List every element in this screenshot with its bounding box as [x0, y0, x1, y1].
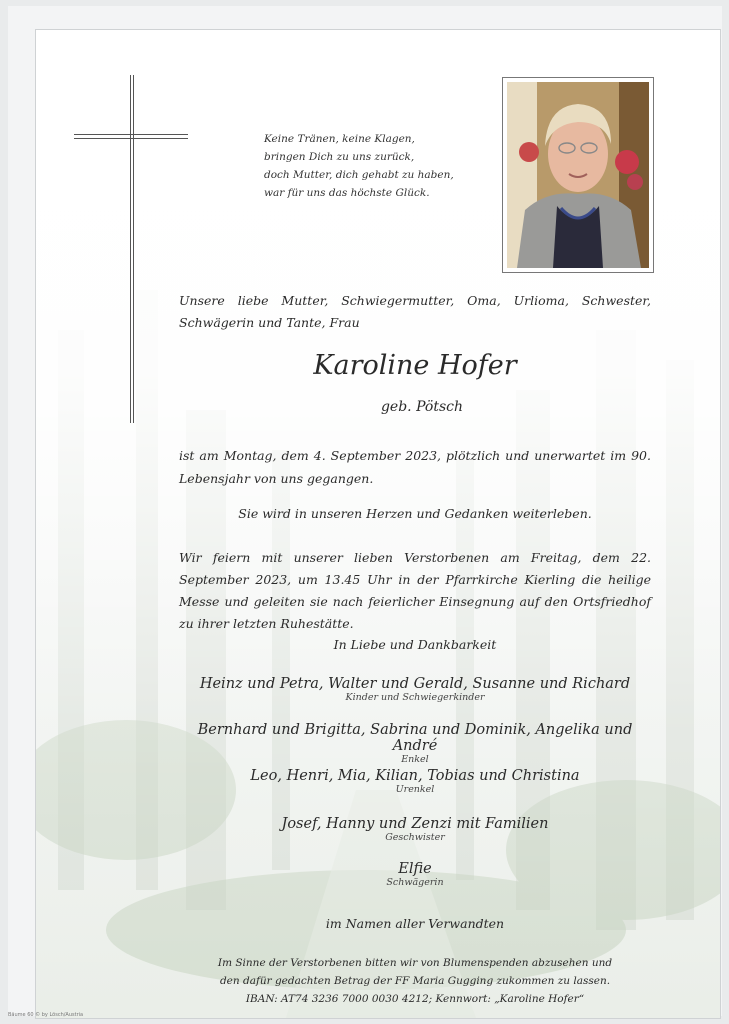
all-relatives-text: im Namen aller Verwandten — [325, 916, 505, 931]
deceased-name: Karoline Hofer — [313, 350, 517, 381]
family-group — [179, 676, 651, 703]
poem — [264, 130, 484, 202]
poem-line: doch Mutter, dich gehabt zu haben, — [264, 169, 454, 181]
poem-line: bringen Dich zu uns zurück, — [264, 151, 415, 163]
poem-line: war für uns das höchste Glück. — [264, 187, 430, 199]
portrait-image — [507, 82, 649, 268]
family-names: Heinz und Petra, Walter und Gerald, Susanne und Richard — [199, 676, 631, 692]
family-names: Elfie — [398, 861, 432, 877]
family-group — [179, 768, 651, 795]
request-line: den dafür gedachten Betrag der FF Maria Gugging zukommen zu lassen. — [219, 975, 611, 987]
maiden-name: geb. Pötsch — [380, 399, 464, 415]
iban-line: IBAN: AT74 3236 7000 0030 4212; Kennwort: „Karoline Hofer“ — [245, 993, 585, 1005]
family-relation: Kinder und Schwiegerkinder — [345, 692, 485, 703]
family-relation: Enkel — [401, 754, 429, 765]
family-relation: Geschwister — [385, 832, 445, 843]
death-notice: ist am Montag, dem 4. September 2023, plötzlich und unerwartet im 90. Lebensjahr von uns gegangen. — [179, 448, 651, 486]
family-group — [179, 722, 651, 765]
family-relation: Urenkel — [395, 784, 435, 795]
print-credit: Bäume 60 © by Lösch/Austria — [8, 1012, 84, 1018]
portrait-photo — [502, 77, 654, 273]
family-names: Josef, Hanny und Zenzi mit Familien — [281, 816, 549, 832]
obituary-sheet — [8, 6, 722, 1016]
family-group — [179, 861, 651, 888]
family-names: Leo, Henri, Mia, Kilian, Tobias und Christina — [250, 768, 580, 784]
family-group — [179, 816, 651, 843]
live-on-text: Sie wird in unseren Herzen und Gedanken weiterleben. — [238, 506, 592, 521]
request-line: Im Sinne der Verstorbenen bitten wir von Blumenspenden abzusehen und — [217, 957, 613, 969]
poem-line: Keine Tränen, keine Klagen, — [264, 133, 415, 145]
in-love-text: In Liebe und Dankbarkeit — [333, 637, 497, 652]
funeral-mass-notice: Wir feiern mit unserer lieben Verstorbenen am Freitag, dem 22. September 2023, um 13.45 Uhr in der Pfarrkirche Kierling die heilige Messe und geleiten sie nach feierlicher Einsegnung auf den Ortsfriedhof zu ihrer letzten Ruhestätte. — [179, 550, 651, 631]
family-names: Bernhard und Brigitta, Sabrina und Dominik, Angelika und André — [197, 722, 633, 754]
donation-request — [179, 954, 651, 1008]
family-relation: Schwägerin — [386, 877, 444, 888]
intro-text: Unsere liebe Mutter, Schwiegermutter, Oma, Urlioma, Schwester, Schwägerin und Tante, Frau — [179, 293, 651, 330]
